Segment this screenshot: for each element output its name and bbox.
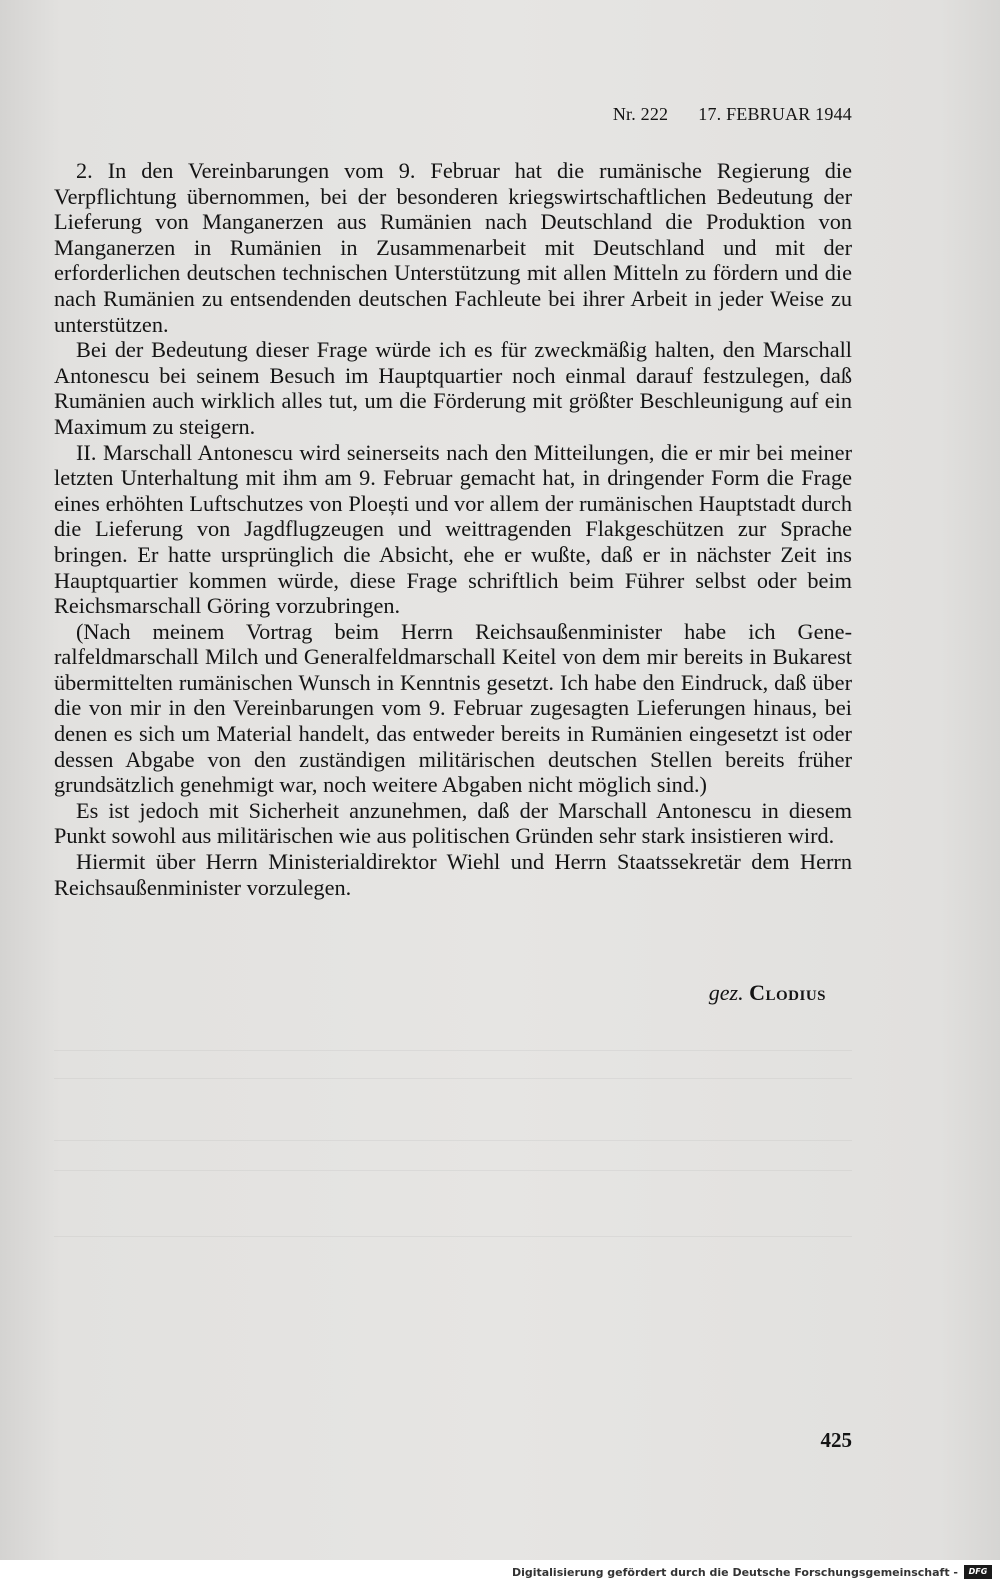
signature [54,980,826,1006]
digitization-footer [0,1560,1000,1586]
show-through-line [54,1050,852,1051]
document-number: Nr. 222 [612,104,669,124]
paragraph-forwarding: Hiermit über Herrn Ministerialdirektor Wiehl und Herrn Staatssekretär dem Herrn Reichsaußenminister vorzulegen. [54,849,852,900]
paragraph-manganese: 2. In den Vereinbarungen vom 9. Februar hat die rumänische Regierung die Verpflichtung übernommen, bei der besonderen kriegswirtschaftlichen Bedeutung der Lieferung von Manganerzen aus Rumänien nach Deutschland die Produktion von Manganerzen in Rumänien in Zusammenarbeit mit Deutschland und mit der erforderlichen deutschen technischen Unterstützung mit allen Mitteln zu fördern und die nach Rumänien zu entsendenden deutschen Fachleute bei ihrer Arbeit in jeder Weise zu unterstützen. [54,158,852,337]
paragraph-insist: Es ist jedoch mit Sicherheit anzunehmen, daß der Marschall Antonescu in diesem Punkt sowohl aus militärischen wie aus politischen Gründen sehr stark insistieren wird. [54,797,852,849]
paragraph-antonescu-visit: Bei der Bedeutung dieser Frage würde ich es für zweckmäßig halten, den Marschall Antonescu bei seinem Besuch im Hauptquartier noch einmal darauf festzulegen, daß Rumänien auch wirklich alles tut, um die Förderung mit größter Beschleunigung auf ein Maximum zu steigern. [54,337,852,439]
paragraph-air-defense: II. Marschall Antonescu wird seinerseits nach den Mitteilungen, die er mir bei meiner letzten Unterhaltung mit ihm am 9. Februar gemacht hat, in dringender Form die Frage eines erhöhten Luftschutzes von Ploești und vor allem der rumänischen Hauptstadt durch die Lieferung von Jagdflugzeugen und weittragenden Flakgeschützen zur Sprache bringen. Er hatte ursprünglich die Absicht, ehe er wußte, daß er in nächster Zeit ins Hauptquartier kommen würde, diese Frage schriftlich beim Führer selbst oder beim Reichsmarschall Göring vorzubringen. [54,439,852,619]
dfg-logo: DFG [964,1565,992,1579]
document-date: 17. FEBRUAR 1944 [698,104,852,124]
show-through-line [54,1078,852,1079]
show-through-line [54,1236,852,1237]
signature-name: Clodius [749,980,826,1005]
show-through-line [54,1140,852,1141]
paragraph-parenthetical: (Nach meinem Vortrag beim Herrn Reichsaußenminister habe ich Generalfeldmarschall Milch und Generalfeldmarschall Keitel von dem mir bereits in Bukarest übermittelten rumänischen Wunsch in Kenntnis gesetzt. Ich habe den Eindruck, daß über die von mir in den Vereinbarungen vom 9. Februar zugesagten Lieferungen hinaus, bei denen es sich um Material handelt, das entweder bereits in Rumänien eingesetzt ist oder dessen Abgabe von den zuständigen militärischen deutschen Stellen bereits früher grundsätzlich genehmigt war, noch weitere Abgaben nicht möglich sind.) [54,618,852,798]
funding-credit: Digitalisierung gefördert durch die Deutsche Forschungsgemeinschaft - [511,1566,958,1579]
running-header [54,104,852,125]
body-text [54,158,852,900]
show-through-line [54,1170,852,1171]
page-number: 425 [820,1428,852,1452]
signature-prefix: gez. [708,980,744,1005]
